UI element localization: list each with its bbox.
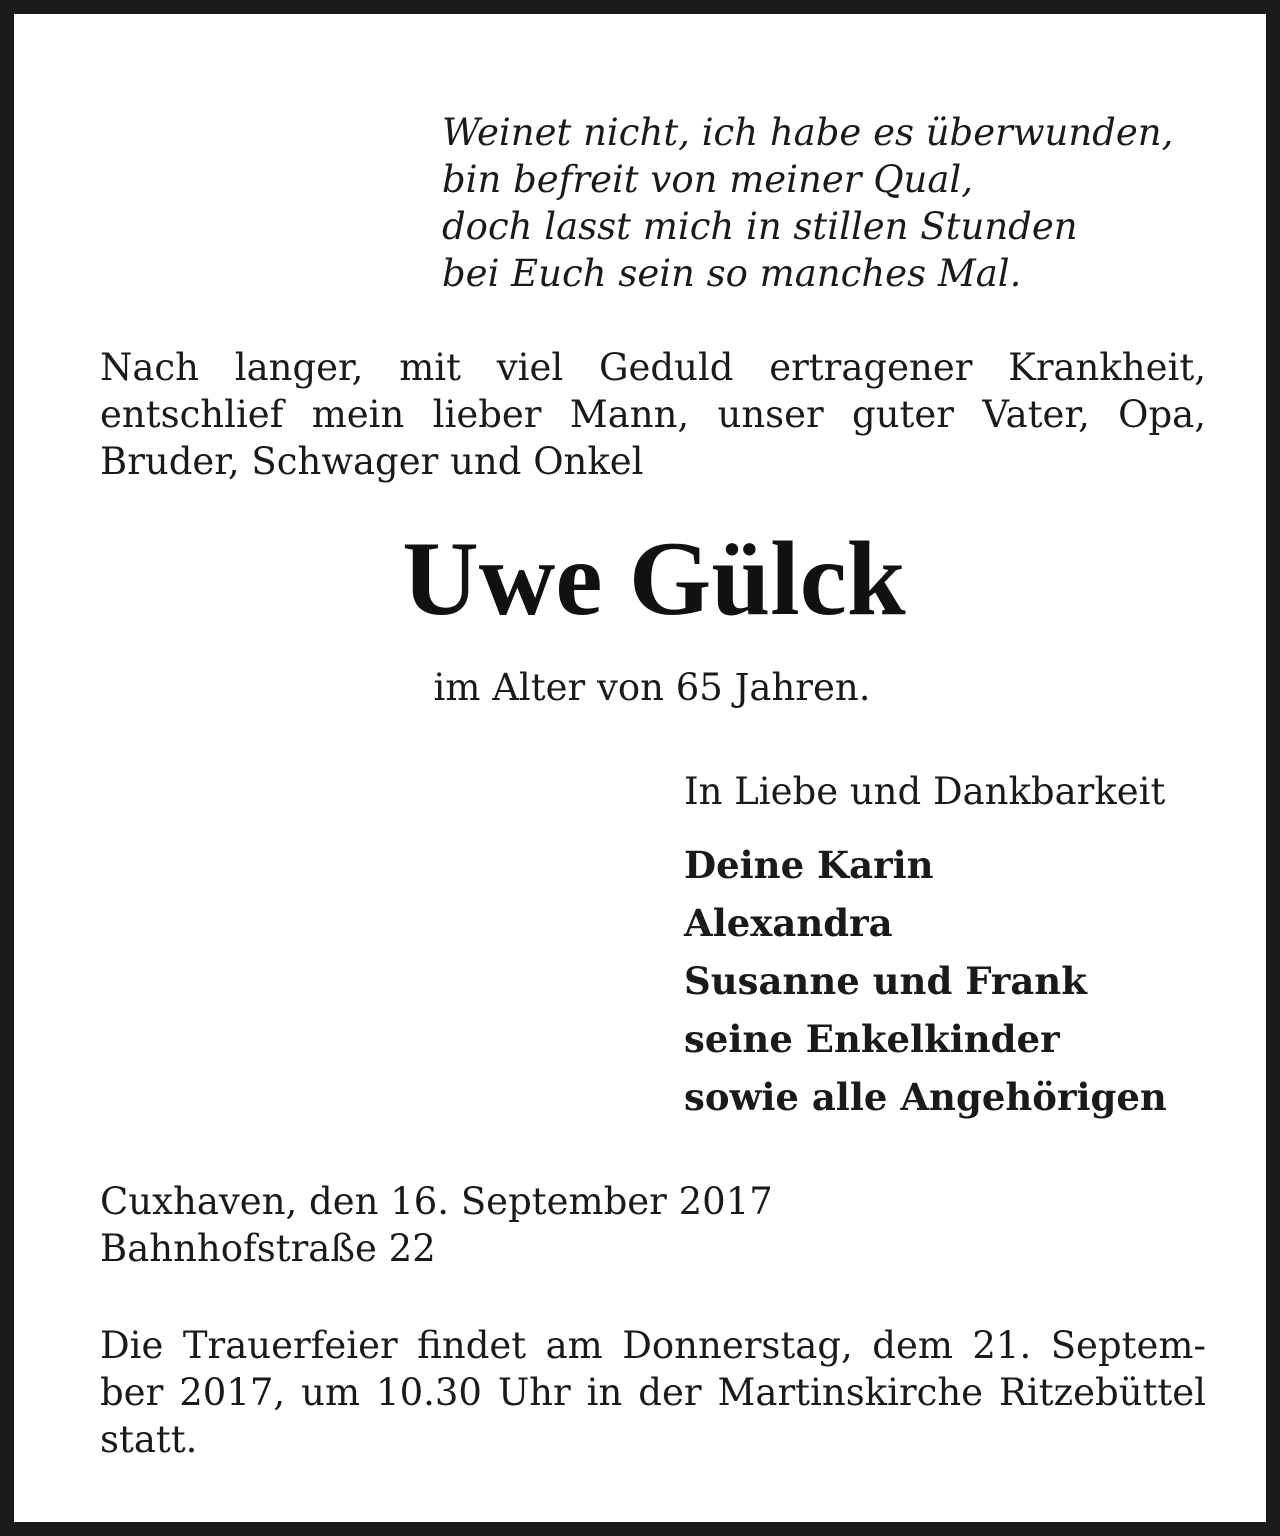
place-date-line: Cuxhaven, den 16. September 2017: [100, 1180, 773, 1223]
deceased-age: im Alter von 65 Jahren.: [433, 666, 871, 709]
poem-line: bei Euch sein so manches Mal.: [442, 252, 1022, 295]
funeral-service-info: [100, 1322, 1206, 1463]
intro-line: Nach langer, mit viel Geduld ertragener Krankheit,: [100, 346, 1206, 389]
service-line: Die Trauerfeier findet am Donnerstag, dem 21. Septem-: [100, 1324, 1206, 1367]
service-line: ber 2017, um 10.30 Uhr in der Martinskirche Ritzebüttel: [100, 1371, 1206, 1414]
mourner-name: Deine Karin: [684, 843, 934, 887]
poem-line: bin befreit von meiner Qual,: [442, 158, 974, 201]
mourner-name: sowie alle Angehörigen: [684, 1075, 1167, 1119]
service-line: statt.: [100, 1418, 198, 1461]
mourner-name: Alexandra: [684, 901, 893, 945]
intro-paragraph: [100, 344, 1206, 485]
mourner-name: Susanne und Frank: [684, 959, 1087, 1003]
poem-line: doch lasst mich in stillen Stunden: [442, 205, 1078, 248]
mourners-list: [684, 836, 1244, 1126]
intro-line: Bruder, Schwager und Onkel: [100, 440, 644, 483]
memorial-poem: [442, 109, 1232, 297]
address-line: Bahnhofstraße 22: [100, 1227, 436, 1270]
signoff-text: In Liebe und Dankbarkeit: [684, 770, 1166, 813]
deceased-name: Uwe Gülck: [402, 520, 906, 637]
poem-line: Weinet nicht, ich habe es überwunden,: [442, 111, 1174, 154]
mourner-name: seine Enkelkinder: [684, 1017, 1060, 1061]
place-and-date: [100, 1178, 1000, 1272]
intro-line: entschlief mein lieber Mann, unser guter Vater, Opa,: [100, 393, 1206, 436]
